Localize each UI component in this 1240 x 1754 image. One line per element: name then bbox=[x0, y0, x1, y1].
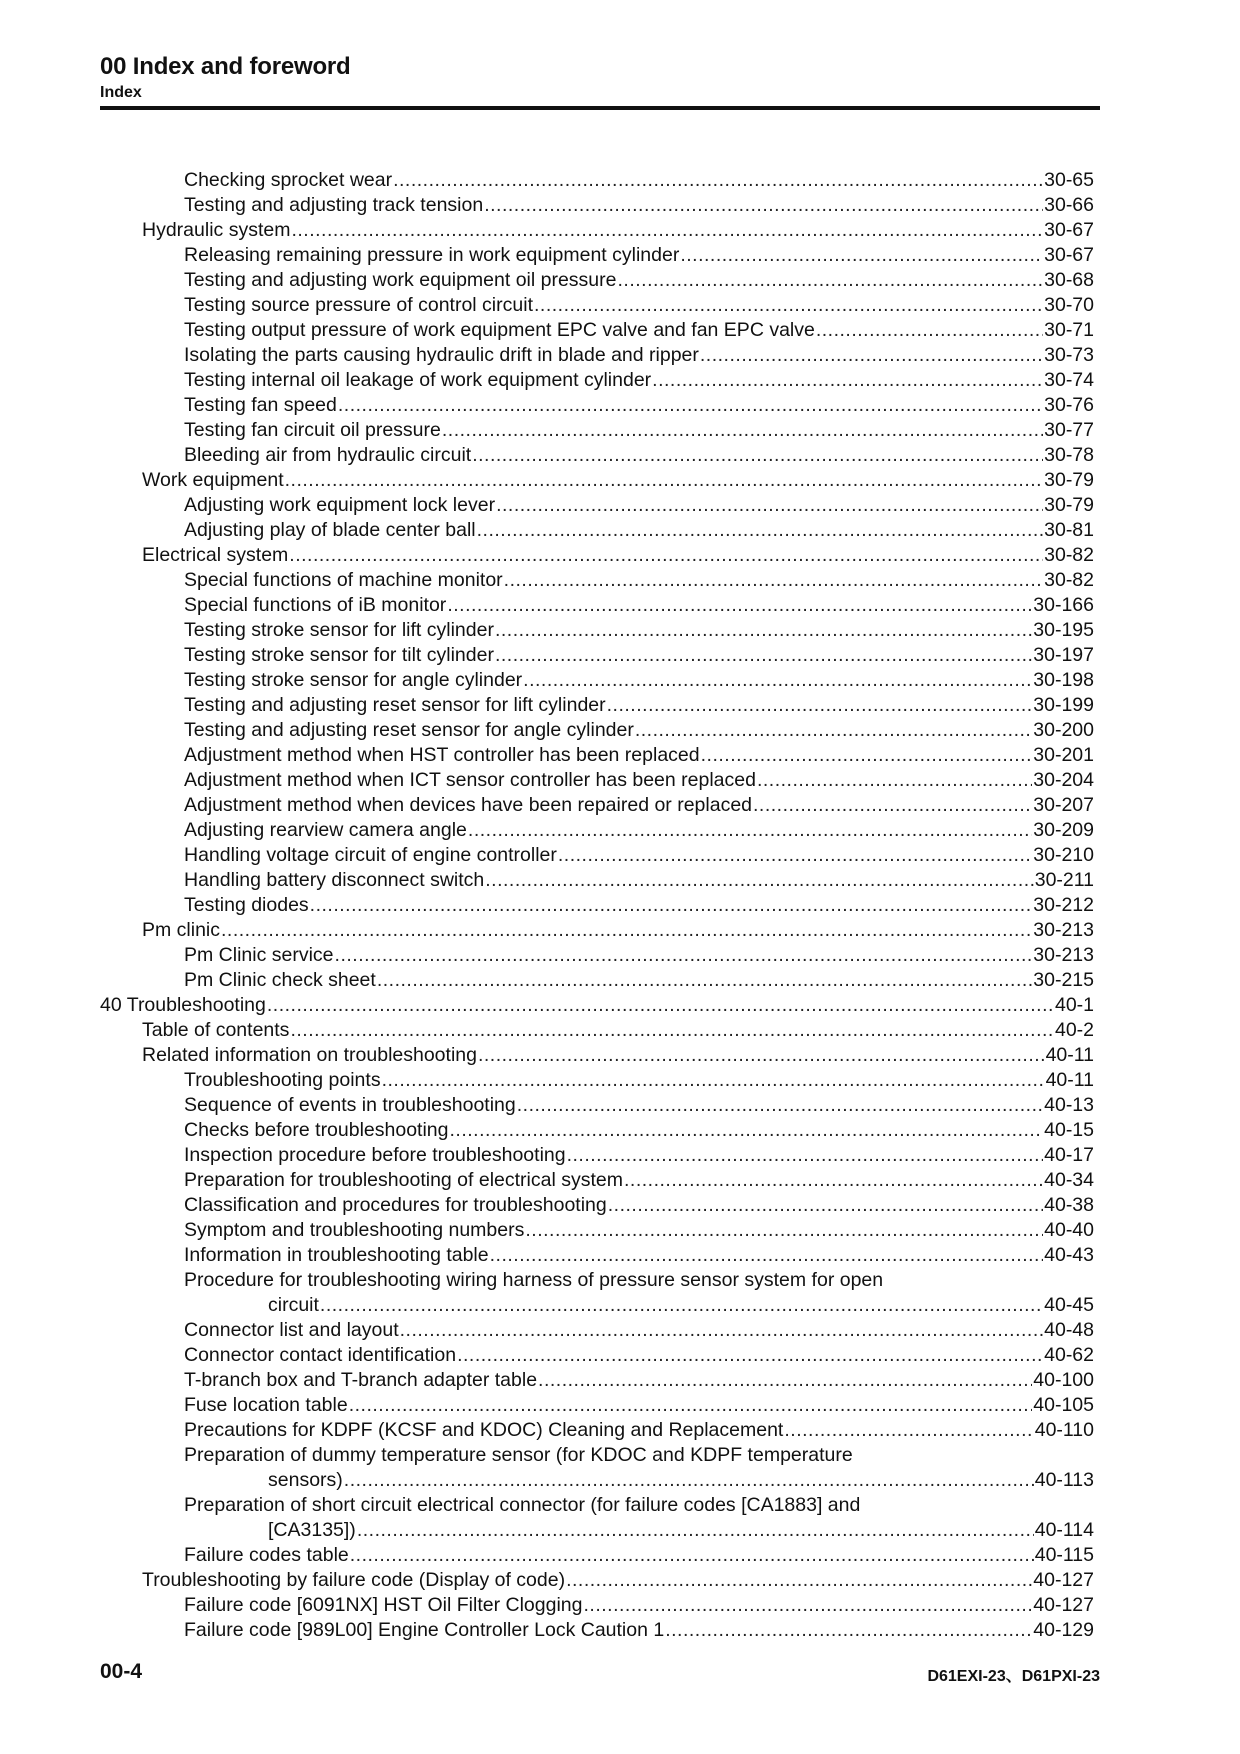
dot-leader bbox=[484, 193, 1043, 218]
toc-page-ref: 30-79 bbox=[1044, 469, 1094, 491]
toc-page-ref: 30-71 bbox=[1044, 319, 1094, 341]
toc-entry-label: Testing fan speed bbox=[184, 394, 337, 416]
dot-leader bbox=[477, 518, 1044, 543]
toc-page-ref: 40-11 bbox=[1045, 1044, 1094, 1066]
page-footer bbox=[100, 1660, 1100, 1684]
toc-entry[interactable] bbox=[100, 593, 1094, 618]
toc-entry-label: Testing internal oil leakage of work equipment cylinder bbox=[184, 369, 652, 391]
toc-entry-label: Testing fan circuit oil pressure bbox=[184, 419, 441, 441]
toc-entry-label: Isolating the parts causing hydraulic drift in blade and ripper bbox=[184, 344, 699, 366]
dot-leader bbox=[335, 943, 1033, 968]
toc-page-ref: 30-81 bbox=[1044, 519, 1094, 541]
toc-entry[interactable] bbox=[100, 868, 1094, 893]
toc-entry-label: Handling voltage circuit of engine controller bbox=[184, 844, 557, 866]
dot-leader bbox=[523, 668, 1032, 693]
toc-page-ref: 40-127 bbox=[1033, 1594, 1094, 1616]
dot-leader bbox=[618, 268, 1044, 293]
toc-page-ref: 30-198 bbox=[1033, 669, 1094, 691]
toc-page-ref: 30-65 bbox=[1044, 169, 1094, 191]
toc-page-ref: 40-48 bbox=[1044, 1319, 1094, 1341]
toc-entry-label: Special functions of iB monitor bbox=[184, 594, 447, 616]
dot-leader bbox=[285, 468, 1044, 493]
dot-leader bbox=[468, 818, 1032, 843]
toc-page-ref: 30-200 bbox=[1033, 719, 1094, 741]
toc-entry[interactable] bbox=[100, 943, 1094, 968]
toc-entry-label: Handling battery disconnect switch bbox=[184, 869, 485, 891]
toc-page-ref: 40-40 bbox=[1044, 1219, 1094, 1241]
dot-leader bbox=[457, 1343, 1043, 1368]
toc-entry[interactable] bbox=[100, 843, 1094, 868]
toc-page-ref: 40-45 bbox=[1044, 1294, 1094, 1316]
toc-entry-label: Adjusting work equipment lock lever bbox=[184, 494, 496, 516]
table-of-contents bbox=[100, 168, 1094, 1643]
dot-leader bbox=[701, 743, 1033, 768]
toc-entry[interactable] bbox=[100, 643, 1094, 668]
toc-entry-label: Precautions for KDPF (KCSF and KDOC) Cleaning and Replacement bbox=[184, 1419, 784, 1441]
toc-page-ref: 40-115 bbox=[1034, 1544, 1094, 1566]
toc-entry[interactable] bbox=[100, 1043, 1094, 1068]
toc-page-ref: 30-207 bbox=[1033, 794, 1094, 816]
dot-leader bbox=[566, 1568, 1032, 1593]
toc-page-ref: 40-100 bbox=[1033, 1369, 1094, 1391]
dot-leader bbox=[400, 1318, 1044, 1343]
dot-leader bbox=[700, 343, 1043, 368]
toc-entry[interactable] bbox=[100, 1093, 1094, 1118]
toc-page-ref: 30-213 bbox=[1033, 919, 1094, 941]
dot-leader bbox=[534, 293, 1043, 318]
dot-leader bbox=[567, 1143, 1044, 1168]
toc-page-ref: 30-199 bbox=[1033, 694, 1094, 716]
toc-entry[interactable] bbox=[100, 493, 1094, 518]
toc-entry-label: Preparation for troubleshooting of electrical system bbox=[184, 1169, 623, 1191]
toc-entry[interactable] bbox=[100, 268, 1094, 293]
toc-entry-label: 40 Troubleshooting bbox=[100, 994, 266, 1016]
toc-page-ref: 30-215 bbox=[1033, 969, 1094, 991]
dot-leader bbox=[583, 1593, 1032, 1618]
toc-entry[interactable] bbox=[100, 1418, 1094, 1443]
dot-leader bbox=[558, 843, 1032, 868]
toc-page-ref: 40-11 bbox=[1045, 1069, 1094, 1091]
dot-leader bbox=[377, 968, 1032, 993]
dot-leader bbox=[525, 1218, 1043, 1243]
page-number: 00-4 bbox=[100, 1660, 143, 1683]
toc-entry-label: Bleeding air from hydraulic circuit bbox=[184, 444, 472, 466]
toc-entry-label: Testing and adjusting reset sensor for angle cylinder bbox=[184, 719, 634, 741]
toc-entry-label: Testing and adjusting reset sensor for lift cylinder bbox=[184, 694, 606, 716]
dot-leader bbox=[753, 793, 1032, 818]
toc-entry[interactable] bbox=[100, 193, 1094, 218]
toc-page-ref: 30-213 bbox=[1033, 944, 1094, 966]
toc-entry-label: Adjustment method when devices have been repaired or replaced bbox=[184, 794, 753, 816]
dot-leader bbox=[496, 493, 1043, 518]
toc-page-ref: 40-110 bbox=[1034, 1419, 1094, 1441]
toc-entry[interactable] bbox=[100, 918, 1094, 943]
toc-entry[interactable] bbox=[100, 968, 1094, 993]
dot-leader bbox=[784, 1418, 1033, 1443]
toc-entry[interactable] bbox=[100, 743, 1094, 768]
toc-entry-label: Pm clinic bbox=[142, 919, 221, 941]
dot-leader bbox=[357, 1518, 1034, 1543]
toc-page-ref: 40-43 bbox=[1044, 1244, 1094, 1266]
toc-entry[interactable] bbox=[100, 1368, 1094, 1393]
toc-entry-label: Preparation of short circuit electrical connector (for failure codes [CA1883] and bbox=[184, 1494, 861, 1516]
toc-entry[interactable] bbox=[100, 243, 1094, 268]
toc-entry[interactable] bbox=[100, 218, 1094, 243]
dot-leader bbox=[490, 1243, 1044, 1268]
dot-leader bbox=[680, 243, 1043, 268]
toc-page-ref: 30-67 bbox=[1044, 219, 1094, 241]
toc-page-ref: 30-67 bbox=[1044, 244, 1094, 266]
toc-entry[interactable] bbox=[100, 518, 1094, 543]
toc-entry[interactable] bbox=[100, 693, 1094, 718]
toc-entry-label: Failure code [989L00] Engine Controller Lock Caution 1 bbox=[184, 1619, 665, 1641]
toc-page-ref: 30-211 bbox=[1034, 869, 1094, 891]
dot-leader bbox=[652, 368, 1043, 393]
toc-entry[interactable] bbox=[100, 1018, 1094, 1043]
dot-leader bbox=[382, 1068, 1045, 1093]
toc-entry-label: Pm Clinic check sheet bbox=[184, 969, 376, 991]
toc-entry-label-continuation: [CA3135]) bbox=[268, 1519, 356, 1541]
toc-page-ref: 30-201 bbox=[1033, 744, 1094, 766]
dot-leader bbox=[221, 918, 1032, 943]
dot-leader bbox=[338, 393, 1043, 418]
toc-page-ref: 40-105 bbox=[1033, 1394, 1094, 1416]
toc-entry-label: Testing stroke sensor for tilt cylinder bbox=[184, 644, 494, 666]
toc-entry[interactable] bbox=[100, 1568, 1094, 1593]
dot-leader bbox=[504, 568, 1043, 593]
toc-entry-label: Symptom and troubleshooting numbers bbox=[184, 1219, 525, 1241]
toc-page-ref: 30-74 bbox=[1044, 369, 1094, 391]
dot-leader bbox=[607, 693, 1033, 718]
toc-entry-label: Releasing remaining pressure in work equipment cylinder bbox=[184, 244, 680, 266]
toc-entry-label: Related information on troubleshooting bbox=[142, 1044, 477, 1066]
toc-entry-label: T-branch box and T-branch adapter table bbox=[184, 1369, 538, 1391]
toc-entry[interactable] bbox=[100, 618, 1094, 643]
header-rule bbox=[100, 106, 1100, 110]
dot-leader bbox=[624, 1168, 1043, 1193]
toc-entry[interactable] bbox=[100, 1243, 1094, 1268]
dot-leader bbox=[290, 1018, 1054, 1043]
toc-entry[interactable] bbox=[100, 418, 1094, 443]
toc-entry-label: Testing stroke sensor for lift cylinder bbox=[184, 619, 494, 641]
toc-entry-label: Table of contents bbox=[142, 1019, 290, 1041]
toc-page-ref: 30-68 bbox=[1044, 269, 1094, 291]
toc-entry[interactable] bbox=[100, 1493, 1094, 1543]
toc-entry[interactable] bbox=[100, 1543, 1094, 1568]
toc-entry[interactable] bbox=[100, 1168, 1094, 1193]
toc-entry-label: Classification and procedures for troubleshooting bbox=[184, 1194, 607, 1216]
dot-leader bbox=[485, 868, 1033, 893]
toc-entry-label: Sequence of events in troubleshooting bbox=[184, 1094, 516, 1116]
toc-entry[interactable] bbox=[100, 543, 1094, 568]
dot-leader bbox=[291, 218, 1043, 243]
toc-entry[interactable] bbox=[100, 368, 1094, 393]
toc-page-ref: 30-166 bbox=[1033, 594, 1094, 616]
toc-page-ref: 30-70 bbox=[1044, 294, 1094, 316]
toc-entry-label: Testing diodes bbox=[184, 894, 309, 916]
toc-page-ref: 40-62 bbox=[1044, 1344, 1094, 1366]
toc-entry-label: Fuse location table bbox=[184, 1394, 348, 1416]
toc-entry[interactable] bbox=[100, 793, 1094, 818]
toc-page-ref: 40-17 bbox=[1044, 1144, 1094, 1166]
toc-entry-label: Testing and adjusting track tension bbox=[184, 194, 484, 216]
toc-entry-label: Checks before troubleshooting bbox=[184, 1119, 449, 1141]
toc-page-ref: 30-197 bbox=[1033, 644, 1094, 666]
toc-entry-label: Connector list and layout bbox=[184, 1319, 399, 1341]
toc-entry-label: Testing source pressure of control circuit bbox=[184, 294, 533, 316]
page-header bbox=[100, 52, 1100, 103]
dot-leader bbox=[320, 1293, 1043, 1318]
toc-entry-label: Failure codes table bbox=[184, 1544, 349, 1566]
toc-page-ref: 40-13 bbox=[1044, 1094, 1094, 1116]
toc-entry[interactable] bbox=[100, 443, 1094, 468]
toc-page-ref: 40-38 bbox=[1044, 1194, 1094, 1216]
dot-leader bbox=[310, 893, 1033, 918]
toc-entry-label: Information in troubleshooting table bbox=[184, 1244, 489, 1266]
toc-entry-label-continuation: sensors) bbox=[268, 1469, 343, 1491]
dot-leader bbox=[289, 543, 1043, 568]
toc-entry-label: Work equipment bbox=[142, 469, 284, 491]
toc-page-ref: 40-15 bbox=[1044, 1119, 1094, 1141]
toc-entry-label: Inspection procedure before troubleshooting bbox=[184, 1144, 566, 1166]
toc-page-ref: 30-73 bbox=[1044, 344, 1094, 366]
dot-leader bbox=[350, 1543, 1034, 1568]
dot-leader bbox=[447, 593, 1032, 618]
toc-page-ref: 30-212 bbox=[1033, 894, 1094, 916]
dot-leader bbox=[393, 168, 1043, 193]
toc-entry[interactable] bbox=[100, 1343, 1094, 1368]
toc-page-ref: 40-34 bbox=[1044, 1169, 1094, 1191]
dot-leader bbox=[450, 1118, 1044, 1143]
dot-leader bbox=[538, 1368, 1032, 1393]
toc-entry-label: Connector contact identification bbox=[184, 1344, 457, 1366]
toc-entry[interactable] bbox=[100, 993, 1094, 1018]
toc-page-ref: 30-204 bbox=[1033, 769, 1094, 791]
toc-entry-label: Electrical system bbox=[142, 544, 289, 566]
toc-entry-label: Adjusting rearview camera angle bbox=[184, 819, 467, 841]
toc-entry-label: Adjusting play of blade center ball bbox=[184, 519, 476, 541]
toc-entry[interactable] bbox=[100, 343, 1094, 368]
toc-entry[interactable] bbox=[100, 668, 1094, 693]
toc-entry-label: Procedure for troubleshooting wiring harness of pressure sensor system for open bbox=[184, 1269, 884, 1291]
toc-entry[interactable] bbox=[100, 1218, 1094, 1243]
dot-leader bbox=[757, 768, 1032, 793]
toc-entry-label: Testing stroke sensor for angle cylinder bbox=[184, 669, 523, 691]
toc-page-ref: 40-2 bbox=[1054, 1019, 1094, 1041]
model-designation: D61EXI-23、D61PXI-23 bbox=[927, 1668, 1100, 1685]
toc-page-ref: 30-79 bbox=[1044, 494, 1094, 516]
toc-entry-label: Hydraulic system bbox=[142, 219, 291, 241]
dot-leader bbox=[442, 418, 1043, 443]
toc-entry[interactable] bbox=[100, 1318, 1094, 1343]
dot-leader bbox=[635, 718, 1032, 743]
toc-entry[interactable] bbox=[100, 1393, 1094, 1418]
dot-leader bbox=[665, 1618, 1032, 1643]
toc-entry-label: Adjustment method when HST controller has been replaced bbox=[184, 744, 700, 766]
toc-entry[interactable] bbox=[100, 568, 1094, 593]
toc-entry-label: Pm Clinic service bbox=[184, 944, 334, 966]
toc-entry-label-continuation: circuit bbox=[268, 1294, 319, 1316]
toc-entry[interactable] bbox=[100, 1443, 1094, 1493]
toc-page-ref: 30-66 bbox=[1044, 194, 1094, 216]
toc-page-ref: 40-1 bbox=[1054, 994, 1094, 1016]
toc-entry-label: Adjustment method when ICT sensor controller has been replaced bbox=[184, 769, 756, 791]
dot-leader bbox=[478, 1043, 1045, 1068]
dot-leader bbox=[472, 443, 1043, 468]
toc-page-ref: 30-76 bbox=[1044, 394, 1094, 416]
toc-entry[interactable] bbox=[100, 468, 1094, 493]
toc-page-ref: 30-195 bbox=[1033, 619, 1094, 641]
toc-entry[interactable] bbox=[100, 1118, 1094, 1143]
toc-entry[interactable] bbox=[100, 293, 1094, 318]
toc-page-ref: 30-77 bbox=[1044, 419, 1094, 441]
dot-leader bbox=[267, 993, 1054, 1018]
toc-entry-label: Preparation of dummy temperature sensor (for KDOC and KDPF temperature bbox=[184, 1444, 853, 1466]
toc-entry[interactable] bbox=[100, 393, 1094, 418]
section-subtitle: Index bbox=[100, 84, 142, 101]
toc-page-ref: 40-127 bbox=[1033, 1569, 1094, 1591]
dot-leader bbox=[495, 618, 1032, 643]
toc-entry[interactable] bbox=[100, 1593, 1094, 1618]
dot-leader bbox=[344, 1468, 1034, 1493]
toc-page-ref: 30-82 bbox=[1044, 544, 1094, 566]
toc-page-ref: 30-210 bbox=[1033, 844, 1094, 866]
toc-entry[interactable] bbox=[100, 168, 1094, 193]
toc-entry[interactable] bbox=[100, 893, 1094, 918]
toc-page-ref: 30-78 bbox=[1044, 444, 1094, 466]
toc-page-ref: 40-114 bbox=[1034, 1519, 1094, 1541]
toc-page-ref: 40-129 bbox=[1033, 1619, 1094, 1641]
toc-entry[interactable] bbox=[100, 1268, 1094, 1318]
toc-entry-label: Failure code [6091NX] HST Oil Filter Clogging bbox=[184, 1594, 583, 1616]
toc-entry[interactable] bbox=[100, 1193, 1094, 1218]
dot-leader bbox=[816, 318, 1043, 343]
toc-page-ref: 30-82 bbox=[1044, 569, 1094, 591]
toc-entry-label: Testing and adjusting work equipment oil pressure bbox=[184, 269, 617, 291]
dot-leader bbox=[608, 1193, 1043, 1218]
dot-leader bbox=[349, 1393, 1033, 1418]
toc-page-ref: 40-113 bbox=[1034, 1469, 1094, 1491]
toc-entry[interactable] bbox=[100, 718, 1094, 743]
toc-entry[interactable] bbox=[100, 1068, 1094, 1093]
toc-entry-label: Special functions of machine monitor bbox=[184, 569, 503, 591]
toc-entry[interactable] bbox=[100, 818, 1094, 843]
dot-leader bbox=[495, 643, 1032, 668]
toc-page-ref: 30-209 bbox=[1033, 819, 1094, 841]
toc-entry[interactable] bbox=[100, 1143, 1094, 1168]
toc-entry-label: Testing output pressure of work equipment EPC valve and fan EPC valve bbox=[184, 319, 815, 341]
toc-entry-label: Troubleshooting by failure code (Display of code) bbox=[142, 1569, 566, 1591]
toc-entry[interactable] bbox=[100, 768, 1094, 793]
section-title: 00 Index and foreword bbox=[100, 53, 351, 80]
toc-entry-label: Checking sprocket wear bbox=[184, 169, 393, 191]
dot-leader bbox=[517, 1093, 1043, 1118]
toc-entry[interactable] bbox=[100, 318, 1094, 343]
toc-entry[interactable] bbox=[100, 1618, 1094, 1643]
toc-entry-label: Troubleshooting points bbox=[184, 1069, 381, 1091]
